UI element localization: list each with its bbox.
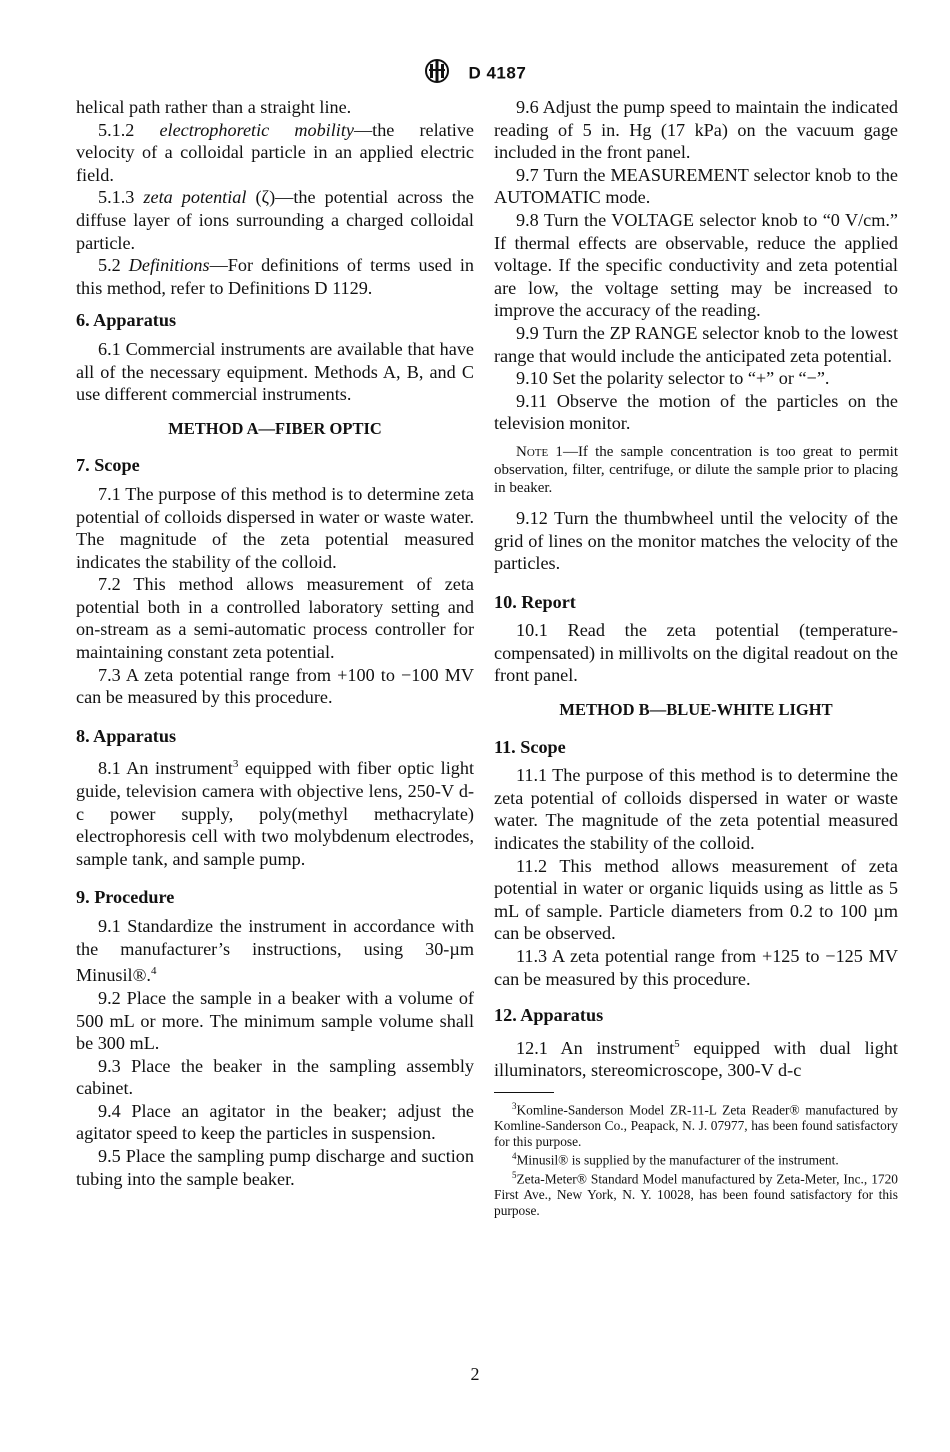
footnote-4: $^4$Minusil® is supplied by the manufacturer of the instrument.	[512, 1151, 839, 1168]
paragraph-9-10: 9.10 Set the polarity selector to “+” or “−”.	[516, 368, 830, 389]
paragraph-9-11: 9.11 Observe the motion of the particles on the television monitor.	[494, 390, 898, 434]
section-8-heading: 8. Apparatus	[76, 725, 177, 746]
paragraph-11-3: 11.3 A zeta potential range from +125 to −125 MV can be measured by this procedure.	[494, 946, 898, 989]
paragraph-6-1: 6.1 Commercial instruments are available that have all of the necessary equipment. Methods A, B, and C use different commercial instruments.	[76, 338, 474, 405]
method-b-heading: METHOD B—BLUE-WHITE LIGHT	[559, 700, 833, 720]
section-7-heading: 7. Scope	[76, 455, 140, 476]
document-designation: D 4187	[468, 63, 527, 83]
paragraph-9-5: 9.5 Place the sampling pump discharge and suction tubing into the sample beaker.	[76, 1146, 474, 1189]
footnote-5: $^5$Zeta-Meter® Standard Model manufactured by Zeta-Meter, Inc., 1720 First Ave., New York, N. Y. 10028, has been found satisfactory for this purpose.	[494, 1170, 898, 1218]
right-column	[494, 96, 898, 1219]
method-a-heading: METHOD A—FIBER OPTIC	[168, 418, 382, 438]
page-header	[0, 58, 950, 89]
paragraph-7-2: 7.2 This method allows measurement of zeta potential both in a controlled laboratory setting and on-stream as a semi-automatic process controller for maintaining constant zeta potential.	[76, 574, 474, 663]
paragraph-10-1: 10.1 Read the zeta potential (temperature-compensated) in millivolts on the digital readout on the front panel.	[494, 620, 898, 686]
page-number: 2	[470, 1364, 480, 1384]
section-9-heading: 9. Procedure	[76, 887, 175, 908]
section-10-heading: 10. Report	[494, 591, 576, 612]
section-12-heading: 12. Apparatus	[494, 1005, 604, 1026]
paragraph-5-2: 5.2 Definitions—For definitions of terms used in this method, refer to Definitions D 1129.	[76, 255, 475, 298]
section-6-heading: 6. Apparatus	[76, 310, 177, 331]
paragraph-12-1: 12.1 An instrument$^5$ equipped with dual light illuminators, stereomicroscope, 300-V d-c	[494, 1037, 898, 1081]
paragraph-9-7: 9.7 Turn the MEASUREMENT selector knob to the AUTOMATIC mode.	[494, 164, 898, 208]
footnote-3: $^3$Komline-Sanderson Model ZR-11-L Zeta Reader® manufactured by Komline-Sanderson Co., Peapack, N. J. 07977, has been found satisfactory for this purpose.	[494, 1101, 898, 1149]
paragraph-5-1-2: 5.1.2 electrophoretic mobility—the relative velocity of a colloidal particle in an applied electric field.	[76, 119, 474, 185]
paragraph-9-4: 9.4 Place an agitator in the beaker; adjust the agitator speed to keep the particles in suspension.	[76, 1100, 474, 1144]
left-column	[76, 96, 474, 1190]
paragraph-9-2: 9.2 Place the sample in a beaker with a volume of 500 mL or more. The minimum sample volume shall be 300 mL.	[76, 987, 474, 1054]
paragraph-7-1: 7.1 The purpose of this method is to determine zeta potential of colloids dispersed in water or waste water. The magnitude of the zeta potential measured indicates the stability of the colloid.	[76, 483, 474, 572]
paragraph-11-2: 11.2 This method allows measurement of zeta potential in water or organic liquids using as little as 5 mL of sample. Particle diameters from 0.2 to 100 µm can be observed.	[494, 855, 898, 944]
paragraph-9-8: 9.8 Turn the VOLTAGE selector knob to “0 V/cm.” If thermal effects are observable, reduce the applied voltage. If the specific conductivity and zeta potential are low, the voltage setting may be increased to improve the accuracy of the reading.	[494, 209, 898, 321]
note-1: Note 1—If the sample concentration is too great to permit observation, filter, centrifuge, or dilute the sample prior to placing in beaker.	[494, 443, 899, 496]
astm-logo-icon	[424, 58, 450, 89]
paragraph-9-1: 9.1 Standardize the instrument in accordance with the manufacturer’s instructions, using 30-µm Minusil®.$^4$	[76, 916, 474, 986]
paragraph-7-3: 7.3 A zeta potential range from +100 to −100 MV can be measured by this procedure.	[76, 664, 474, 708]
paragraph-9-9: 9.9 Turn the ZP RANGE selector knob to the lowest range that would include the anticipated zeta potential.	[494, 322, 898, 366]
paragraph-5-1-3: 5.1.3 zeta potential (ζ)—the potential across the diffuse layer of ions surrounding a charged colloidal particle.	[76, 187, 474, 253]
paragraph-9-3: 9.3 Place the beaker in the sampling assembly cabinet.	[76, 1055, 474, 1099]
paragraph-helical: helical path rather than a straight line.	[76, 97, 352, 117]
paragraph-9-12: 9.12 Turn the thumbwheel until the velocity of the grid of lines on the monitor matches the velocity of the particles.	[494, 507, 898, 574]
paragraph-8-1: 8.1 An instrument$^3$ equipped with fiber optic light guide, television camera with objective lens, 250-V d-c power supply, poly(methyl methacrylate) electrophoresis cell with two molybdenum electrodes, sample tank, and sample pump.	[76, 758, 474, 869]
footnote-divider	[494, 1092, 554, 1093]
paragraph-9-6: 9.6 Adjust the pump speed to maintain the indicated reading of 5 in. Hg (17 kPa) on the vacuum gage included in the front panel.	[494, 97, 898, 163]
paragraph-11-1: 11.1 The purpose of this method is to determine the zeta potential of colloids dispersed in water or waste water. The magnitude of the zeta potential measured indicates the stability of the colloid.	[494, 765, 898, 854]
section-11-heading: 11. Scope	[494, 736, 566, 757]
